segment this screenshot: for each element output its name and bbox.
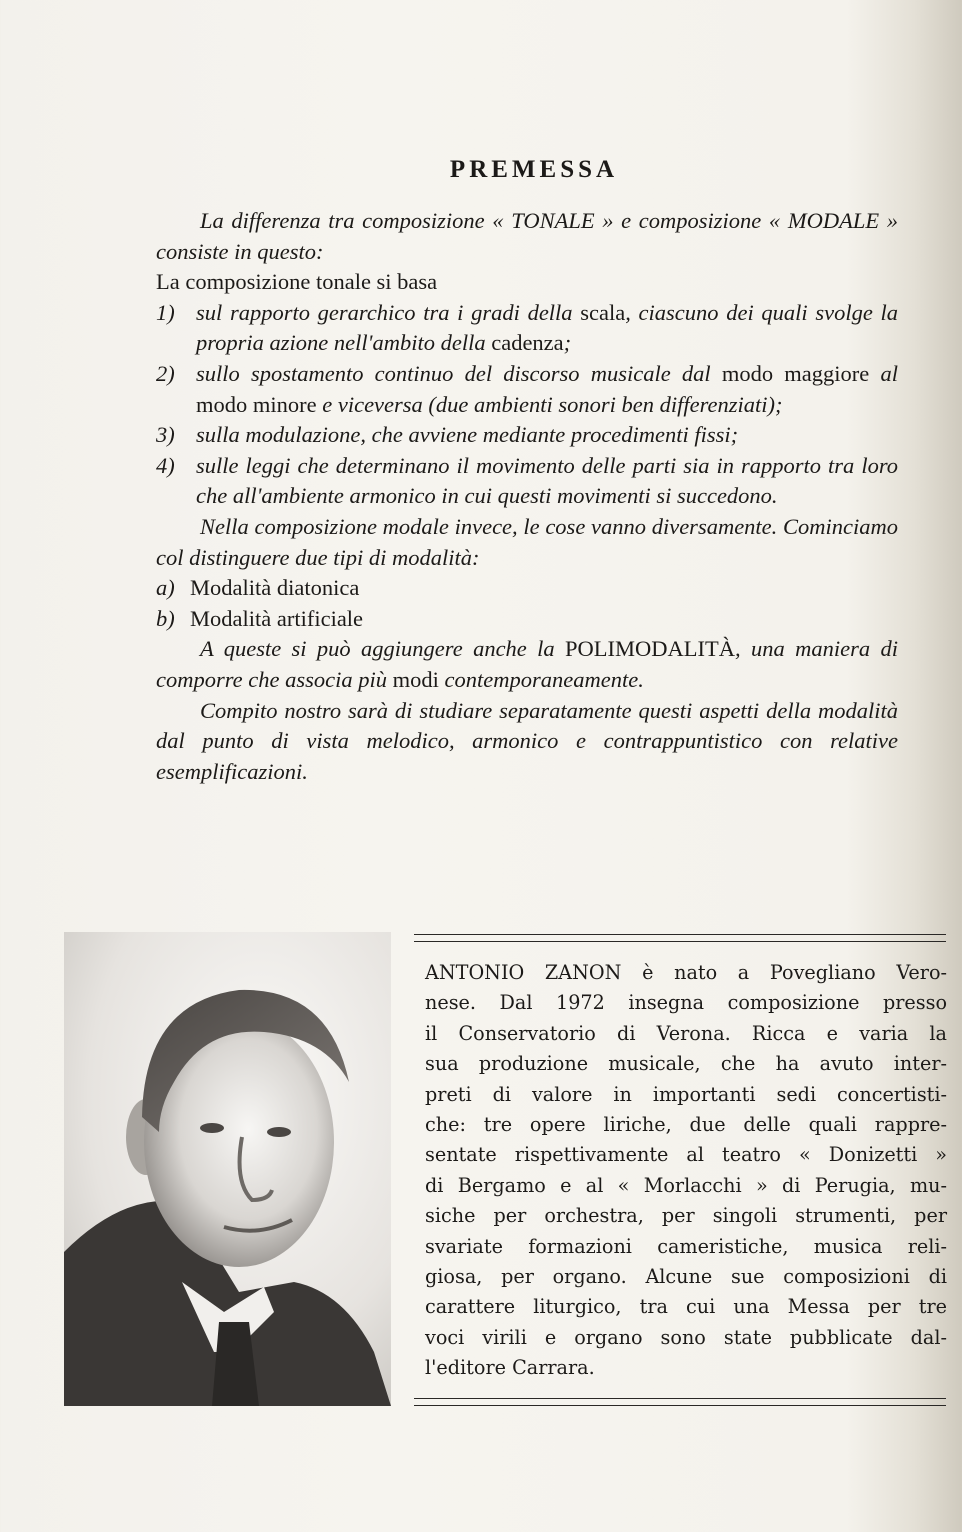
- point-number: 2): [156, 360, 175, 386]
- page-title: PREMESSA: [449, 156, 619, 183]
- bio-bottom-rule: [414, 1398, 946, 1406]
- point-text: sulla modulazione, che avviene mediante procedimenti fissi;: [196, 422, 739, 448]
- bio-line: di Bergamo e al « Morlacchi » di Perugia, mu-: [425, 1173, 947, 1197]
- polimodalita-term: POLIMODALITÀ: [565, 636, 736, 662]
- point-text: sul rapporto gerarchico tra i gradi della scala, ciascuno dei quali svolge la propria azione nell'ambito della cadenza;: [196, 299, 898, 356]
- bio-line: giosa, per organo. Alcune sue composizioni di: [425, 1265, 947, 1289]
- author-bio: [425, 958, 947, 1384]
- author-photo: [64, 932, 391, 1406]
- tonal-point: [156, 298, 898, 359]
- bio-line: svariate formazioni cameristiche, musica reli-: [425, 1234, 947, 1258]
- polimodalita-paragraph: A queste si può aggiungere anche la POLIMODALITÀ, una maniera di comporre che associa più modi contemporaneamente.: [156, 636, 898, 692]
- bio-line: l'editore Carrara.: [425, 1356, 595, 1380]
- point-number: 3): [156, 422, 175, 448]
- point-text: sullo spostamento continuo del discorso musicale dal modo maggiore al modo minore e viceversa (due ambienti sonori ben differenziati);: [196, 360, 898, 417]
- point-text: sulle leggi che determinano il movimento delle parti sia in rapporto tra loro che all'ambiente armonico in cui questi movimenti si succedono.: [196, 452, 898, 509]
- tonal-point: [156, 420, 898, 451]
- intro-paragraph: La differenza tra composizione « TONALE » e composizione « MODALE » consiste in questo:: [156, 208, 898, 264]
- bio-line: che: tre opere liriche, due delle quali rappre-: [425, 1113, 947, 1137]
- bio-top-rule: [414, 934, 946, 942]
- point-number: 4): [156, 452, 175, 478]
- closing-paragraph: Compito nostro sarà di studiare separatamente questi aspetti della modalità dal punto di vista melodico, armonico e contrappuntistico con relative esemplificazioni.: [156, 697, 898, 784]
- modal-type: [156, 604, 898, 635]
- type-letter: b): [156, 605, 175, 631]
- bio-line: il Conservatorio di Verona. Ricca e varia la: [425, 1021, 947, 1045]
- type-letter: a): [156, 575, 175, 601]
- type-text: Modalità artificiale: [190, 605, 364, 631]
- bio-line: preti di valore in importanti sedi concertisti-: [425, 1082, 947, 1106]
- right-eye: [267, 1127, 291, 1137]
- tonal-point: [156, 359, 898, 420]
- bio-line: nese. Dal 1972 insegna composizione presso: [425, 991, 947, 1015]
- point-number: 1): [156, 299, 175, 325]
- bio-line: ANTONIO ZANON è nato a Povegliano Vero-: [425, 961, 947, 984]
- bio-line: carattere liturgico, tra cui una Messa per tre: [425, 1295, 947, 1319]
- tonal-point: [156, 451, 898, 512]
- premessa-section: [156, 206, 898, 787]
- type-text: Modalità diatonica: [190, 575, 360, 601]
- bio-line: sentate rispettivamente al teatro « Donizetti »: [425, 1143, 947, 1167]
- left-eye: [200, 1123, 224, 1133]
- bio-line: siche per orchestra, per singoli strumenti, per: [425, 1204, 947, 1228]
- bio-line: voci virili e organo sono state pubblicate dal-: [425, 1325, 947, 1349]
- tonal-basis-line: La composizione tonale si basa: [156, 269, 438, 295]
- modal-intro-paragraph: Nella composizione modale invece, le cose vanno diversamente. Cominciamo col distinguere due tipi di modalità:: [156, 513, 898, 570]
- modal-type: [156, 573, 898, 604]
- bio-line: sua produzione musicale, che ha avuto inter-: [425, 1052, 947, 1076]
